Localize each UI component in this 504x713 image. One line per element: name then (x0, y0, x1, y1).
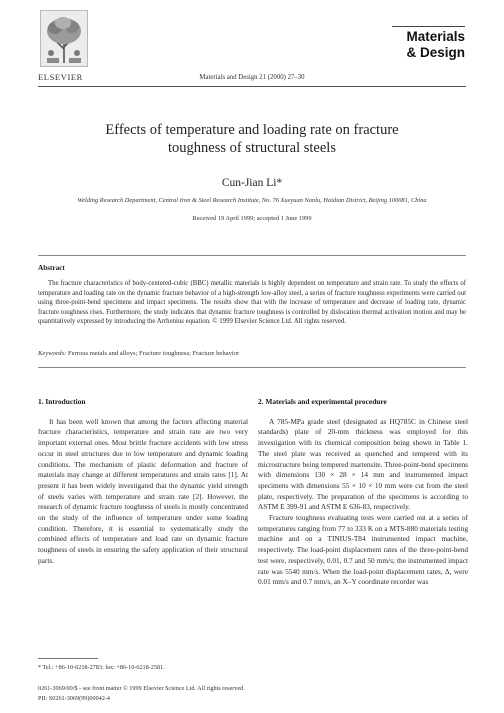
keywords-label: Keywords: (38, 350, 67, 357)
materials-paragraph-1: A 785-MPa grade steel (designated as HQ785C in Chinese steel standards) plate of 20-mm thickness was employed for this investigation with its chemical composition being shown in Table 1. The steel plate was received as quenched and tempered with its microstructure being tempered martensite. Three-point-bend specimens with dimensions 130 × 28 × 14 mm and instrumented impact specimens with dimensions 55 × 10 × 10 mm were cut from the steel plate, respectively. The preparation of the specimens is according to ASTM E 399-91 and ASTM E 636-83, respectively. (258, 416, 468, 512)
author-name: Cun-Jian Li* (221, 177, 283, 189)
article-title (40, 121, 464, 157)
materials-paragraph-2: Fracture toughness evaluating tests were carried out at a series of temperatures ranging from 77 to 333 K on a MTS-880 materials testing machine and on a TINIUS-T84 instrumented impact machine, respectively. The load-point displacement rates of the three-point-bend test were, respectively, 0.01, 0.7 and 50 mm/s; the instrumented impact rate was 5540 mm/s. When the load-point displacement rates, Δ, were 0.01 mm/s and 0.7 mm/s, an X–Y coordinate recorder was (258, 513, 468, 587)
author-footnote: * Tel.: +86-10-6218-2783; fax: +86-10-6218-2581. (38, 664, 165, 671)
title-line-1: Effects of temperature and loading rate on fracture (105, 122, 399, 138)
abstract-bottom-rule (38, 367, 466, 368)
keywords (38, 350, 466, 357)
introduction-paragraph: It has been well known that among the factors affecting material fracture characteristics, temperature and strain rate are two very important external ones. Most brittle fracture accidents with low stress occur in steel structures due to low temperature and dynamic loading conditions. The mechanism of plastic deformation and fracture of materials may change at different temperatures and strain rates [1]. At present it has been widely investigated that the dynamic yield strength of steels varies with temperature and strain rate [2]. However, the research of dynamic fracture toughness of steels is mostly concentrated on the study of the influence of temperature under some loading condition. Therefore, it is essential to systematically study the combined effects of temperature and load rate on dynamic fracture toughness of steels in ensuring the safety application of their structural parts. (38, 416, 248, 565)
author-affiliation: Welding Research Department, Central Iron & Steel Research Institute, No. 76 Xueyuan Nanlu, Haidian District, Beijing 100081, China (77, 197, 427, 204)
journal-brand-line1: Materials (406, 29, 465, 44)
pii-line: PII: S0261-3069(99)00042-4 (38, 695, 111, 702)
header-divider (38, 86, 466, 87)
section-heading-introduction: 1. Introduction (38, 397, 86, 406)
elsevier-tree-logo (40, 10, 88, 67)
brand-rule (392, 26, 465, 27)
title-line-2: toughness of structural steels (168, 140, 336, 156)
journal-reference: Materials and Design 21 (2000) 27–30 (199, 74, 305, 81)
journal-brand-line2: & Design (406, 45, 465, 60)
publisher-name: ELSEVIER (38, 72, 83, 82)
keywords-list: Ferrous metals and alloys; Fracture toughness; Fracture behavior (67, 350, 240, 357)
right-column (258, 397, 468, 588)
abstract-top-rule (38, 255, 466, 256)
left-column (38, 397, 248, 567)
journal-brand (392, 29, 465, 61)
section-heading-materials: 2. Materials and experimental procedure (258, 397, 387, 406)
footnote-rule (38, 658, 98, 659)
received-dates: Received 19 April 1999; accepted 1 June 1999 (192, 215, 312, 222)
abstract-heading: Abstract (38, 264, 65, 272)
issn-line: 0261-3069/00/$ - see front matter © 1999 Elsevier Science Ltd. All rights reserved. (38, 685, 245, 692)
abstract-text: The fracture characteristics of body-centered-cubic (BBC) metallic materials is highly dependent on temperature and strain rate. To study the effects of temperature and loading rate on the dynamic fracture behavior of a high-strength low-alloy steel, a series of fracture toughness experiments were carried out using three-point-bend specimens and impact specimens. The results show that with the increase of temperature and decrease of loading rate, dynamic fracture toughness rises. Furthermore, the study indicates that dynamic fracture toughness is controlled by dislocation thermal activation motion and may be quantitatively expressed by introducing the Arrhenius equation. © 1999 Elsevier Science Ltd. All rights reserved. (38, 280, 466, 326)
